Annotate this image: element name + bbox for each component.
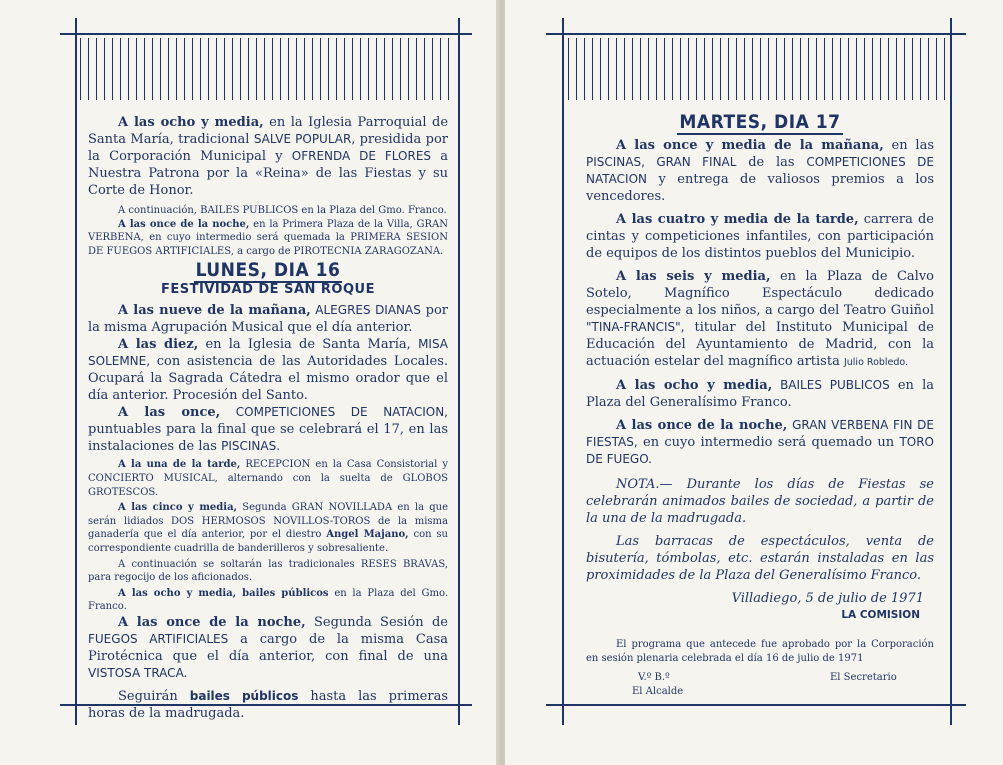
program-entry: A las once, COMPETICIONES DE NATACION, puntuables para la final que se celebrará el 17, en las instalaciones de las PISCINAS. — [88, 405, 448, 455]
program-entry: A la una de la tarde, RECEPCION en la Casa Consistorial y CONCIERTO MUSICAL, alternando con la suelta de GLOBOS GROTESCOS. — [88, 459, 448, 498]
right-bottom-tick — [562, 695, 564, 725]
left-bottom-tick — [458, 695, 460, 725]
left-content — [88, 114, 448, 722]
program-entry: A las ocho y media, en la Iglesia Parroquial de Santa María, tradicional SALVE POPULAR, presidida por la Corporación Municipal y OFRENDA DE FLORES a Nuestra Patrona por la «Reina» de las Fiestas y su Corte de Honor. — [88, 115, 449, 198]
secretario-label: El Secretario — [830, 672, 897, 684]
program-entry: A las ocho y media, BAILES PUBLICOS en la Plaza del Generalísimo Franco. — [586, 378, 934, 410]
program-entry: A las once de la noche, Segunda Sesión de FUEGOS ARTIFICIALES a cargo de la misma Casa Pirotécnica que el día anterior, con final de una VISTOSA TRACA. — [88, 614, 448, 680]
approval-note: El programa que antecede fue aprobado por la Corporación en sesión plenaria celebrada el día 16 de julio de 1971 — [586, 639, 934, 664]
program-entry: A continuación, BAILES PUBLICOS en la Plaza del Gmo. Franco. — [118, 205, 447, 216]
signing-date: Villadiego, 5 de julio de 1971 — [731, 591, 924, 606]
day-heading: LUNES, DIA 16 — [195, 259, 341, 282]
right-bottom-tick — [950, 695, 952, 725]
program-entry: A las ocho y media, bailes públicos en la Plaza del Gmo. Franco. — [88, 587, 449, 613]
note-text: Las barracas de espectáculos, venta de bisutería, tómbolas, etc. estarán instaladas en las proximidades de la Plaza del Generalísimo Franco. — [586, 534, 934, 583]
vb-label: V.º B.º — [638, 672, 670, 684]
program-entry: A las seis y media, en la Plaza de Calvo Sotelo, Magnífico Espectáculo dedicado especialmente a los niños, a cargo del Teatro Guiñol "TINA-FRANCIS", titular del Instituto Municipal de Educación del Ayuntamiento de Madrid, con la actuación estelar del magnífico artista Julio Robledo. — [586, 269, 934, 369]
signatures-block — [586, 671, 934, 705]
program-entry: A las diez, en la Iglesia de Santa María, MISA SOLEMNE, con asistencia de las Autoridades Locales. Ocupará la Sagrada Cátedra el mismo orador que el día anterior. Procesión del Santo. — [88, 337, 449, 404]
right-content — [586, 111, 935, 705]
program-entry: A las once de la noche, GRAN VERBENA FIN DE FIESTAS, en cuyo intermedio será quemado un TORO DE FUEGO. — [586, 418, 935, 466]
program-entry: A las cinco y media, Segunda GRAN NOVILLADA en la que serán lidiados DOS HERMOSOS NOVILLOS-TOROS de la misma ganadería que el día anterior, por el diestro Angel Majano, con su correspondiente cuadrilla de banderilleros y sobresaliente. — [88, 502, 448, 554]
commission-signature: LA COMISION — [841, 609, 920, 621]
day-heading: MARTES, DIA 17 — [679, 111, 841, 133]
festivity-subheading: FESTIVIDAD DE SAN ROQUE — [161, 282, 375, 298]
program-entry: Seguirán bailes públicos hasta las primeras horas de la madrugada. — [88, 688, 448, 721]
note-text: NOTA.— Durante los días de Fiestas se celebrarán animados bailes de sociedad, a partir de la una de la madrugada. — [586, 477, 934, 526]
program-entry: A las once y media de la mañana, en las PISCINAS, GRAN FINAL de las COMPETICIONES DE NATACION y entrega de valiosos premios a los vencedores. — [586, 138, 934, 204]
program-entry: A las cuatro y media de la tarde, carrera de cintas y competiciones infantiles, con participación de equipos de los distintos pueblos del Municipio. — [586, 212, 934, 261]
alcalde-label: El Alcalde — [632, 686, 684, 698]
program-entry: A las once de la noche, en la Primera Plaza de la Villa, GRAN VERBENA, en cuyo intermedio será quemada la PRIMERA SESION DE FUEGOS ARTIFICIALES, a cargo de PIROTECNIA ZARAGOZANA. — [88, 218, 448, 257]
program-entry: A las nueve de la mañana, ALEGRES DIANAS por la misma Agrupación Musical que el día anterior. — [88, 303, 449, 336]
program-entry: A continuación se soltarán las tradicionales RESES BRAVAS, para regocijo de los aficionados. — [88, 558, 448, 584]
left-bottom-tick — [75, 695, 77, 725]
